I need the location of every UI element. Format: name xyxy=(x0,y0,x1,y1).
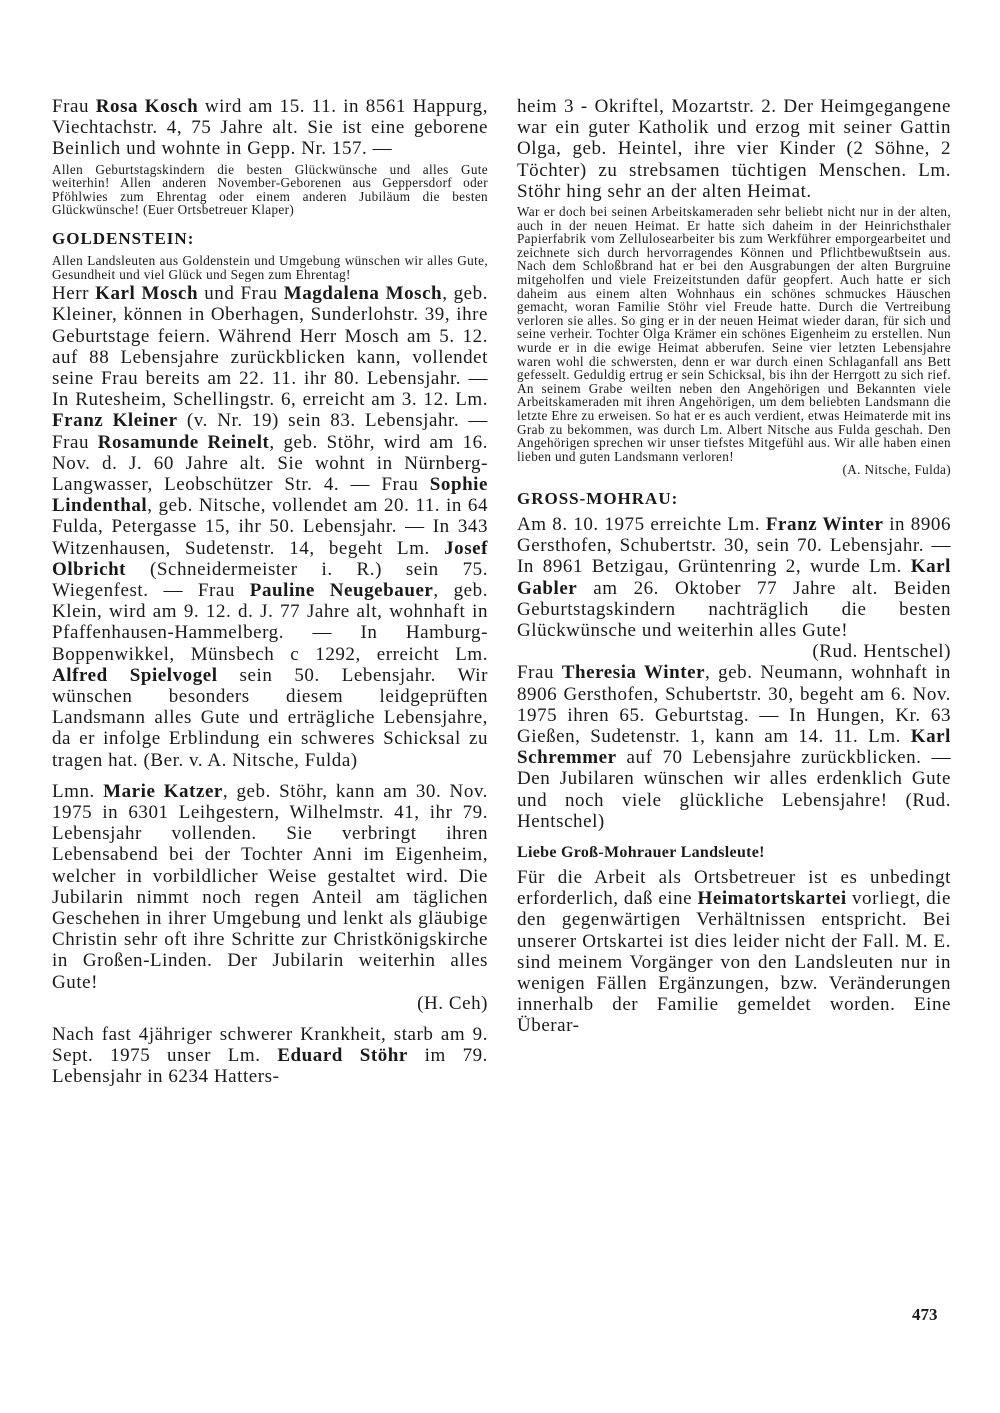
section-heading xyxy=(517,489,951,509)
paragraph-text: , geb. Stöhr, wird am 16. Nov. d. J. 60 Jahre alt. Sie wohnt in Nürnberg-Langwasser, Leobschützer Str. 4. — Frau xyxy=(52,431,488,495)
person-name: Alfred Spielvogel xyxy=(52,664,218,686)
paragraph-text: (v. Nr. 19) sein 83. Lebensjahr. — Frau xyxy=(52,410,488,453)
author-signature: (A. Nitsche, Fulda) xyxy=(842,462,951,478)
paragraph-text: und Frau xyxy=(198,283,284,305)
person-name: Eduard Stöhr xyxy=(277,1045,408,1067)
paragraph-text: Allen Geburtstagskindern die besten Glückwünsche und alles Gute weiterhin! Allen anderen November-Geborenen aus Geppersdorf oder Pföhlwies zum Ehrentag oder einem anderen Jubiläum die besten Glückwünsche! (Euer Ortsbetreuer Klaper) xyxy=(52,161,488,218)
person-name: Magdalena Mosch xyxy=(283,283,443,305)
article-paragraph xyxy=(52,96,488,160)
person-name: Josef Olbricht xyxy=(52,537,488,580)
paragraph-text: , geb. Nitsche, vollendet am 20. 11. in 64 Fulda, Petergasse 15, ihr 50. Lebensjahr. — In 343 Witzenhausen, Sudetenstr. 14, begeht Lm. xyxy=(52,495,488,559)
paragraph-text: Am 8. 10. 1975 erreichte Lm. xyxy=(517,513,766,535)
paragraph-text: Für die Arbeit als Ortsbetreuer ist es unbedingt erforderlich, daß eine xyxy=(517,866,951,910)
paragraph-text: Nach fast 4jähriger schwerer Krankheit, starb am 9. Sept. 1975 unser Lm. xyxy=(52,1024,488,1067)
section-subheading xyxy=(517,844,951,862)
paragraph-text: vorliegt, die den gegenwärtigen Verhältnissen entspricht. Bei unserer Ortskartei ist dies leider nicht der Fall. M. E. sind meinem Vorgänger von den Landsleuten nur in wenigen Fällen Ergänzungen, bzw. Veränderungen innerhalb der Familie gemeldet worden. Eine Überar- xyxy=(517,888,951,1037)
person-name: Pauline Neugebauer xyxy=(249,580,434,602)
person-name: Karl Gabler xyxy=(517,556,951,599)
paragraph-text: Herr xyxy=(52,283,96,305)
section-heading xyxy=(52,229,488,249)
paragraph-text: heim 3 - Okriftel, Mozartstr. 2. Der Heimgegangene war ein guter Katholik und erzog mit seiner Gattin Olga, geb. Heintel, ihre vier Kinder (2 Söhne, 2 Töchter) zu strebsamen tüchtigen Menschen. Lm. Stöhr hing sehr an der alten Heimat. xyxy=(517,96,951,202)
paragraph-text: Liebe Groß-Mohrauer Landsleute! xyxy=(517,843,765,861)
person-name: Rosa Kosch xyxy=(95,96,199,117)
paragraph-text: auf 70 Lebensjahre zurückblicken. — Den Jubilaren wünschen wir alles erdenklich Gute und noch viele glückliche Lebensjahre! (Rud. Hentschel) xyxy=(517,747,951,832)
paragraph-text: War er doch bei seinen Arbeitskameraden sehr beliebt nicht nur in der alten, auch in der neuen Heimat. Er hatte sich daheim in der Heinrichsthaler Papierfabrik vom Zellulosearbeiter bis zum Werkführer emporgearbeitet und zeichnete sich durch hervorragendes Können und Pflichtbewußtsein aus. Nach dem Schloßbrand hat er bei den Ausgrabungen der alten Burgruine mitgeholfen und viele Freizeitstunden dafür geopfert. Auch hatte er sich daheim aus einem alten Wohnhaus ein schönes schmuckes Häuschen gemacht, woran Familie Stöhr viel Freude hatte. Durch die Vertreibung verloren sie alles. So ging er in der neuen Heimat wieder daran, für sich und seine verheir. Tochter Olga Krämer ein schönes Eigenheim zu erstellen. Nun wurde er in die ewige Heimat abberufen. Seine vier letzten Lebensjahre waren wohl die schwersten, denn er war durch einen Schlaganfall ans Bett gefesselt. Geduldig ertrug er sein Schicksal, bis ihn der Herrgott zu sich rief. An seinem Grabe weilten neben den Angehörigen und Bekannten viele Arbeitskameraden mit ihren Angehörigen, um dem beliebten Landsmann die letzte Ehre zu erweisen. So hat er es auch verdient, etwas Heimaterde mit ins Grab zu bekommen, was durch Lm. Albert Nitsche aus Fulda geschah. Den Angehörigen sprechen wir unser tiefstes Mitgefühl aus. Wir alle haben einen lieben und guten Landsmann verloren! xyxy=(517,204,951,464)
article-paragraph xyxy=(52,283,488,771)
article-paragraph xyxy=(52,1024,488,1088)
paragraph-text: Frau xyxy=(517,662,562,684)
paragraph-text: , geb. Stöhr, kann am 30. Nov. 1975 in 6301 Leihgestern, Wilhelmstr. 41, ihr 79. Lebensjahr vollenden. Sie verbringt ihren Lebensabend bei der Tochter Anni im Eigenheim, welcher in vorbildlicher Weise gestaltet wird. Die Jubilarin nimmt noch regen Anteil am täglichen Geschehen in ihrer Umgebung und lenkt als gläubige Christin sehr oft ihre Schritte zur Christkönigskirche in Großen-Linden. Der Jubilarin weiterhin alles Gute! xyxy=(52,780,488,993)
article-paragraph xyxy=(517,514,951,662)
person-name: Franz Kleiner xyxy=(52,410,178,432)
person-name: Franz Winter xyxy=(765,513,884,535)
person-name: Sophie Lindenthal xyxy=(52,474,488,517)
author-signature: (H. Ceh) xyxy=(417,992,488,1014)
article-paragraph xyxy=(517,662,951,832)
article-paragraph xyxy=(517,205,951,477)
paragraph-text: Frau xyxy=(52,96,96,117)
article-paragraph xyxy=(517,96,951,202)
paragraph-text: , geb. Klein, wird am 9. 12. d. J. 77 Jahre alt, wohnhaft in Pfaffenhausen-Hammelberg. — In Hamburg-Boppenwikkel, Münsbech c 1292, erreicht Lm. xyxy=(52,580,488,665)
person-name: Heimatortskartei xyxy=(697,888,847,910)
paragraph-text: (Schneidermeister i. R.) sein 75. Wiegenfest. — Frau xyxy=(52,558,488,602)
paragraph-text: , geb. Neumann, wohnhaft in 8906 Gersthofen, Schubertstr. 30, begeht am 6. Nov. 1975 ihren 65. Geburtstag. — In Hungen, Kr. 63 Gießen, Sudetenstr. 1, kann am 14. 11. Lm. xyxy=(517,662,951,747)
page-number: 473 xyxy=(912,1305,938,1324)
person-name: Marie Katzer xyxy=(103,780,223,802)
person-name: Karl Mosch xyxy=(95,283,199,305)
article-paragraph xyxy=(517,867,951,1037)
paragraph-text: , geb. Kleiner, können in Oberhagen, Sunderlohstr. 39, ihre Geburtstage feiern. Während Herr Mosch am 5. 12. auf 88 Lebensjahre zurückblicken kann, vollendet seine Frau bereits am 22. 11. ihr 80. Lebensjahr. — In Rutesheim, Schellingstr. 6, erreicht am 3. 12. Lm. xyxy=(52,283,489,411)
paragraph-text: Allen Landsleuten aus Goldenstein und Umgebung wünschen wir alles Gute, Gesundheit und viel Glück und Segen zum Ehrentag! xyxy=(52,252,488,282)
person-name: Theresia Winter xyxy=(561,662,706,684)
paragraph-text: in 8906 Gersthofen, Schubertstr. 30, sein 70. Lebensjahr. — In 8961 Betzigau, Grüntenring 2, wurde Lm. xyxy=(517,513,951,578)
paragraph-text: GOLDENSTEIN: xyxy=(52,228,195,248)
article-paragraph xyxy=(52,163,488,217)
paragraph-text: wird am 15. 11. in 8561 Happurg, Viechtachstr. 4, 75 Jahre alt. Sie ist eine geborene Beinlich und wohnte in Gepp. Nr. 157. — xyxy=(52,96,488,160)
article-paragraph xyxy=(52,254,488,281)
person-name: Karl Schremmer xyxy=(517,725,951,769)
article-paragraph xyxy=(52,781,488,1014)
right-column xyxy=(517,96,951,1037)
author-signature: (Rud. Hentschel) xyxy=(812,641,951,663)
person-name: Rosamunde Reinelt xyxy=(97,431,270,453)
paragraph-text: sein 50. Lebensjahr. Wir wünschen besonders diesem leidgeprüften Landsmann alles Gute und erträgliche Lebensjahre, da er infolge Erblindung ein schweres Schicksal zu tragen hat. (Ber. v. A. Nitsche, Fulda) xyxy=(52,664,488,771)
left-column xyxy=(52,96,488,1088)
paragraph-text: im 79. Lebensjahr in 6234 Hatters- xyxy=(52,1045,488,1088)
paragraph-text: am 26. Oktober 77 Jahre alt. Beiden Geburtstagskindern nachträglich die besten Glückwünsche und weiterhin alles Gute! xyxy=(517,577,951,641)
paragraph-text: GROSS-MOHRAU: xyxy=(517,488,679,508)
paragraph-text: Lmn. xyxy=(52,780,104,802)
